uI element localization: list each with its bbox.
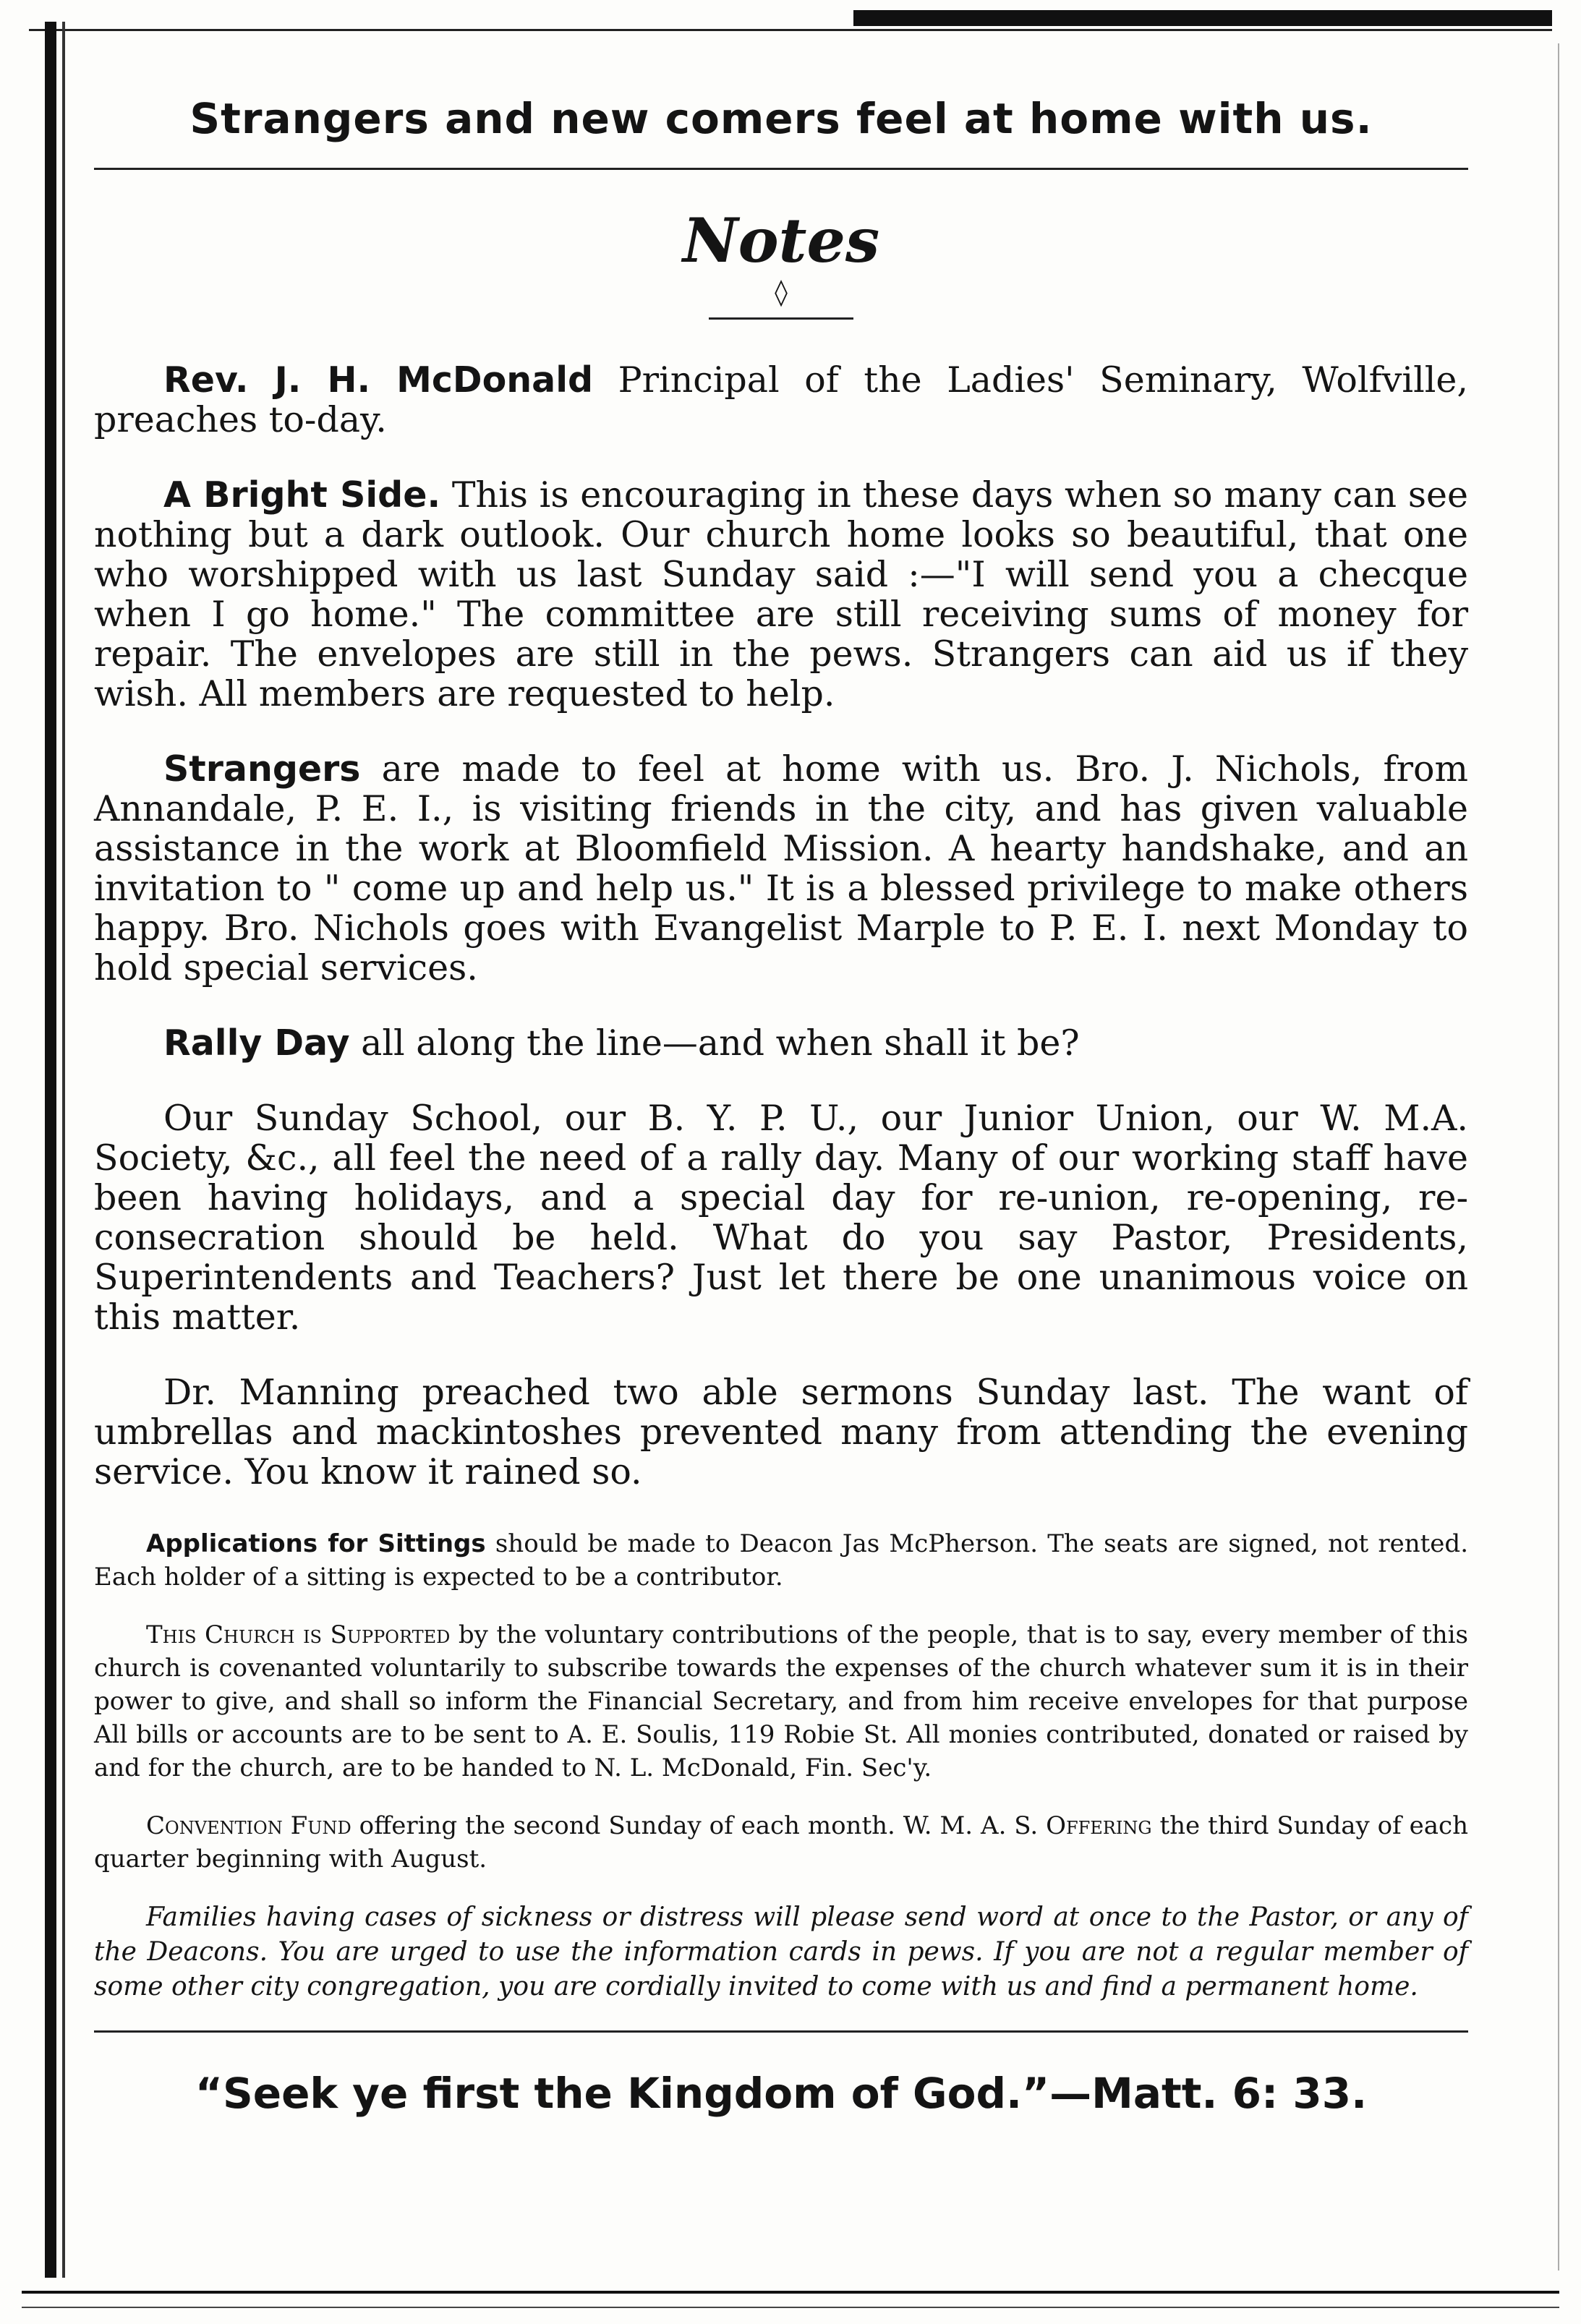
divider-rule-bottom: [94, 2030, 1468, 2033]
paragraph-convention: [94, 1809, 1468, 1876]
text-strangers: are made to feel at home with us. Bro. J. Nichols, from Annandale, P. E. I., is visiting friends in the city, and has given valuable assistance in the work at Bloomfield Mission. A hearty handshake, and an invitation to " come up and help us." It is a blessed privilege to make others happy. Bro. Nichols goes with Evangelist Marple to P. E. I. next Monday to hold special services.: [94, 748, 1468, 988]
paragraph-families: Families having cases of sickness or distress will please send word at once to the Pastor, or any of the Deacons. You are urged to use the information cards in pews. If you are not a regular member of some other city congregation, you are cordially invited to come with us and find a permanent home.: [94, 1902, 1468, 2002]
text-mcdonald: Principal of the Ladies' Seminary, Wolfville, preaches to-day.: [94, 359, 1468, 440]
text-supported: by the voluntary contributions of the people, that is to say, every member of this church is covenanted voluntarily to subscribe towards the expenses of the church whatever sum it is in their power to give, and shall so inform the Financial Secretary, and from him receive envelopes for that purpose All bills or accounts are to be sent to A. E. Soulis, 119 Robie St. All monies contributed, donated or raised by and for the church, are to be handed to N. L. McDonald, Fin. Sec'y.: [94, 1620, 1468, 1782]
text-convention: offering the second Sunday of each month.: [351, 1811, 903, 1840]
right-page-edge: [1558, 43, 1559, 2270]
left-binding-line: [62, 22, 65, 2278]
page-content: [94, 72, 1468, 2118]
lead-sittings: Applications for Sittings: [146, 1529, 486, 1558]
text-wmas: the third Sunday of each quarter beginning with August.: [94, 1811, 1468, 1874]
top-border-rule: [853, 10, 1552, 26]
lead-strangers: Strangers: [163, 748, 361, 790]
heading-underline: [709, 317, 853, 320]
paragraph-bright-side: [94, 475, 1468, 714]
paragraph-sunday-school: Our Sunday School, our B. Y. P. U., our Junior Union, our W. M.A. Society, &c., all feel the need of a rally day. Many of our working staff have been having holidays, and a special day for re-union, re-opening, re-consecration should be held. What do you say Pastor, Presidents, Superintendents and Teachers? Just let there be one unanimous voice on this matter.: [94, 1098, 1468, 1338]
left-binding-edge: [45, 22, 56, 2278]
paragraph-sittings: [94, 1527, 1468, 1594]
bottom-thin-rule: [22, 2307, 1559, 2308]
text-bright-side: This is encouraging in these days when so many can see nothing but a dark outlook. Our church home looks so beautiful, that one who worshipped with us last Sunday said :—"I will send you a checque when I go home." The committee are still receiving sums of money for repair. The envelopes are still in the pews. Strangers can aid us if they wish. All members are requested to help.: [94, 474, 1468, 714]
bottom-border-rule: [22, 2291, 1559, 2294]
divider-rule: [94, 168, 1468, 170]
lead-wmas: W. M. A. S. Offering: [903, 1811, 1152, 1840]
paragraph-mcdonald: [94, 360, 1468, 440]
lead-bright-side: A Bright Side.: [163, 474, 441, 516]
diamond-ornament-icon: ◊: [775, 278, 788, 307]
top-thin-rule: [29, 29, 1552, 31]
paragraph-supported: [94, 1618, 1468, 1785]
notes-body: [94, 360, 1468, 1492]
lead-rally-day: Rally Day: [163, 1022, 350, 1064]
text-rally-day: all along the line—and when shall it be?: [349, 1022, 1080, 1064]
bottom-scripture-slogan: “Seek ye first the Kingdom of God.”—Matt. 6: 33.: [195, 2069, 1368, 2118]
paragraph-manning: Dr. Manning preached two able sermons Sunday last. The want of umbrellas and mackintoshes prevented many from attending the evening service. You know it rained so.: [94, 1372, 1468, 1492]
top-slogan: Strangers and new comers feel at home with us.: [189, 94, 1373, 143]
notes-heading: Notes: [682, 205, 880, 276]
lead-convention: Convention Fund: [146, 1811, 351, 1840]
notices-body: [94, 1527, 1468, 1876]
text-sittings: should be made to Deacon Jas McPherson. The seats are signed, not rented. Each holder of a sitting is expected to be a contributor.: [94, 1529, 1468, 1592]
paragraph-rally-day: [94, 1023, 1468, 1063]
lead-supported: This Church is Supported: [146, 1620, 451, 1649]
lead-mcdonald: Rev. J. H. McDonald: [163, 359, 594, 401]
paragraph-strangers: [94, 749, 1468, 988]
